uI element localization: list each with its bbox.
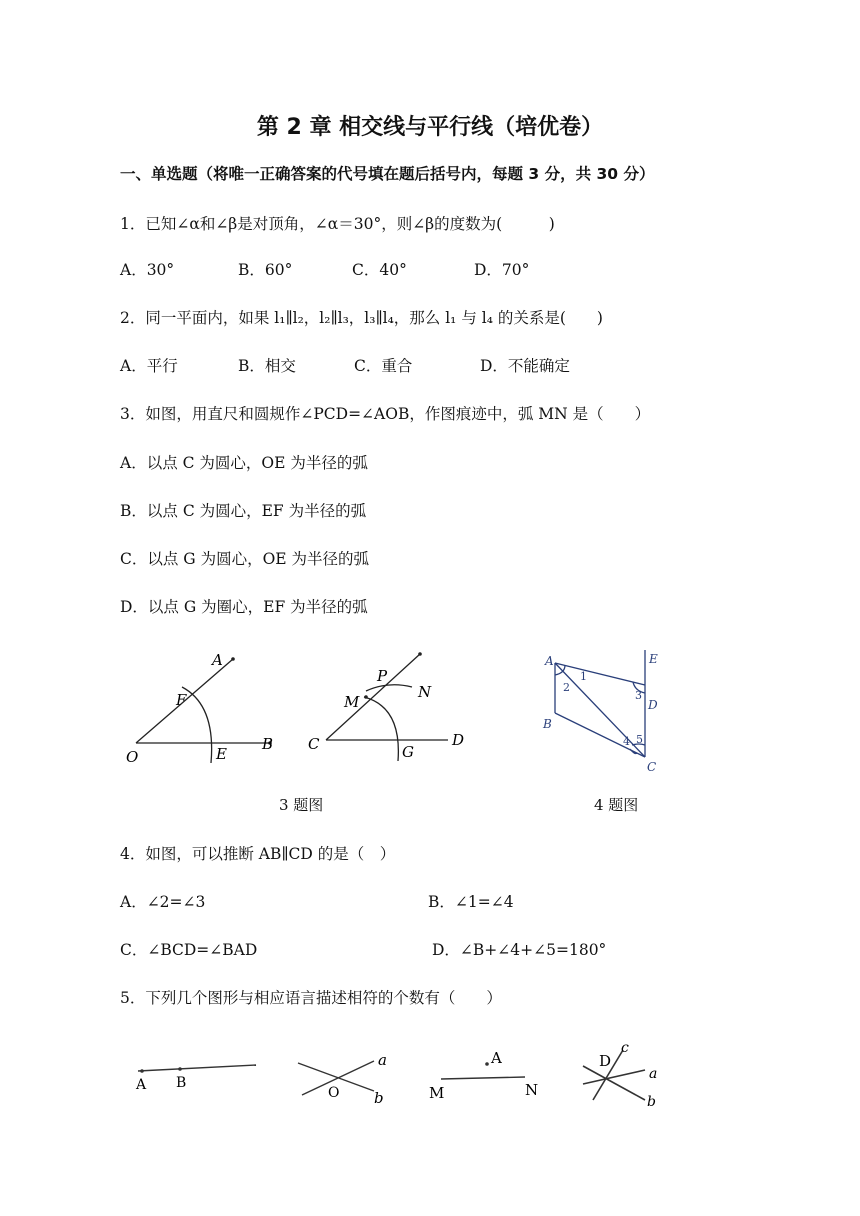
q4-option-b: B．∠1=∠4	[428, 893, 514, 911]
figure-3-angle-pcd	[300, 645, 475, 770]
q1-option-b: B．60°	[238, 261, 293, 279]
label-a: a	[378, 1051, 387, 1069]
label-o: O	[328, 1085, 340, 1101]
label-b: b	[374, 1089, 384, 1107]
label-b: B	[262, 735, 274, 753]
q2-option-a: A．平行	[120, 357, 178, 375]
figure-3-caption: 3 题图	[279, 796, 324, 814]
label-a: A	[136, 1077, 147, 1093]
label-e: E	[216, 745, 227, 763]
q5-figure-three-lines-d	[575, 1040, 670, 1110]
label-angle-1: 1	[580, 670, 587, 683]
q4-option-a: A．∠2=∠3	[120, 893, 206, 911]
label-e: E	[649, 652, 658, 666]
label-c: C	[647, 760, 657, 774]
q3-option-c: C．以点 G 为圆心，OE 为半径的弧	[120, 550, 370, 568]
label-angle-5: 5	[636, 733, 643, 746]
q1-option-a: A．30°	[120, 261, 175, 279]
label-c: c	[621, 1040, 629, 1056]
q3-option-d: D．以点 G 为圈心，EF 为半径的弧	[120, 598, 368, 616]
label-f: F	[176, 691, 187, 709]
label-a: A	[491, 1049, 502, 1067]
q1-option-d: D．70°	[474, 261, 530, 279]
label-c: C	[308, 735, 320, 753]
label-angle-4: 4	[623, 735, 630, 748]
figure-3-angle-aob	[120, 645, 285, 770]
label-b: B	[543, 717, 552, 731]
q2-option-d: D．不能确定	[480, 357, 570, 375]
q3-option-a: A．以点 C 为圆心，OE 为半径的弧	[120, 454, 368, 472]
label-p: P	[377, 667, 388, 685]
q5-figure-line-ab	[128, 1055, 263, 1100]
q2-option-b: B．相交	[238, 357, 296, 375]
label-angle-2: 2	[563, 681, 570, 694]
question-1-stem: 1．已知∠α和∠β是对顶角，∠α＝30°，则∠β的度数为( )	[120, 215, 555, 233]
page-title: 第 2 章 相交线与平行线（培优卷）	[256, 115, 604, 140]
figure-4-caption: 4 题图	[594, 796, 639, 814]
label-angle-3: 3	[635, 689, 642, 702]
label-a: A	[545, 654, 554, 668]
label-n: N	[418, 683, 432, 701]
label-d: D	[648, 698, 658, 712]
label-b: b	[647, 1094, 656, 1110]
q2-option-c: C．重合	[354, 357, 413, 375]
label-m: M	[344, 693, 360, 711]
label-d: D	[599, 1052, 612, 1070]
question-4-stem: 4．如图，可以推断 AB∥CD 的是（ ）	[120, 845, 396, 863]
q5-figure-segment-mn	[425, 1043, 550, 1103]
label-b: B	[176, 1075, 187, 1091]
q4-option-c: C．∠BCD=∠BAD	[120, 941, 258, 959]
label-a: a	[649, 1066, 658, 1082]
question-2-stem: 2．同一平面内，如果 l₁∥l₂，l₂∥l₃，l₃∥l₄，那么 l₁ 与 l₄ 的关系是( )	[120, 309, 603, 327]
q4-option-d: D．∠B+∠4+∠5=180°	[432, 941, 607, 959]
section-heading: 一、单选题（将唯一正确答案的代号填在题后括号内，每题 3 分，共 30 分）	[120, 165, 655, 183]
q5-figure-intersecting-lines	[290, 1043, 395, 1108]
label-g: G	[402, 743, 414, 761]
question-3-stem: 3．如图，用直尺和圆规作∠PCD=∠AOB，作图痕迹中，弧 MN 是（ ）	[120, 405, 651, 423]
label-o: O	[126, 748, 139, 766]
label-m: M	[429, 1084, 445, 1102]
question-5-stem: 5．下列几个图形与相应语言描述相符的个数有（ ）	[120, 989, 502, 1007]
label-a: A	[212, 651, 223, 669]
q3-option-b: B．以点 C 为圆心，EF 为半径的弧	[120, 502, 367, 520]
label-d: D	[452, 731, 465, 749]
figure-4-quadrilateral	[535, 645, 670, 775]
label-n: N	[525, 1081, 539, 1099]
q1-option-c: C．40°	[352, 261, 407, 279]
